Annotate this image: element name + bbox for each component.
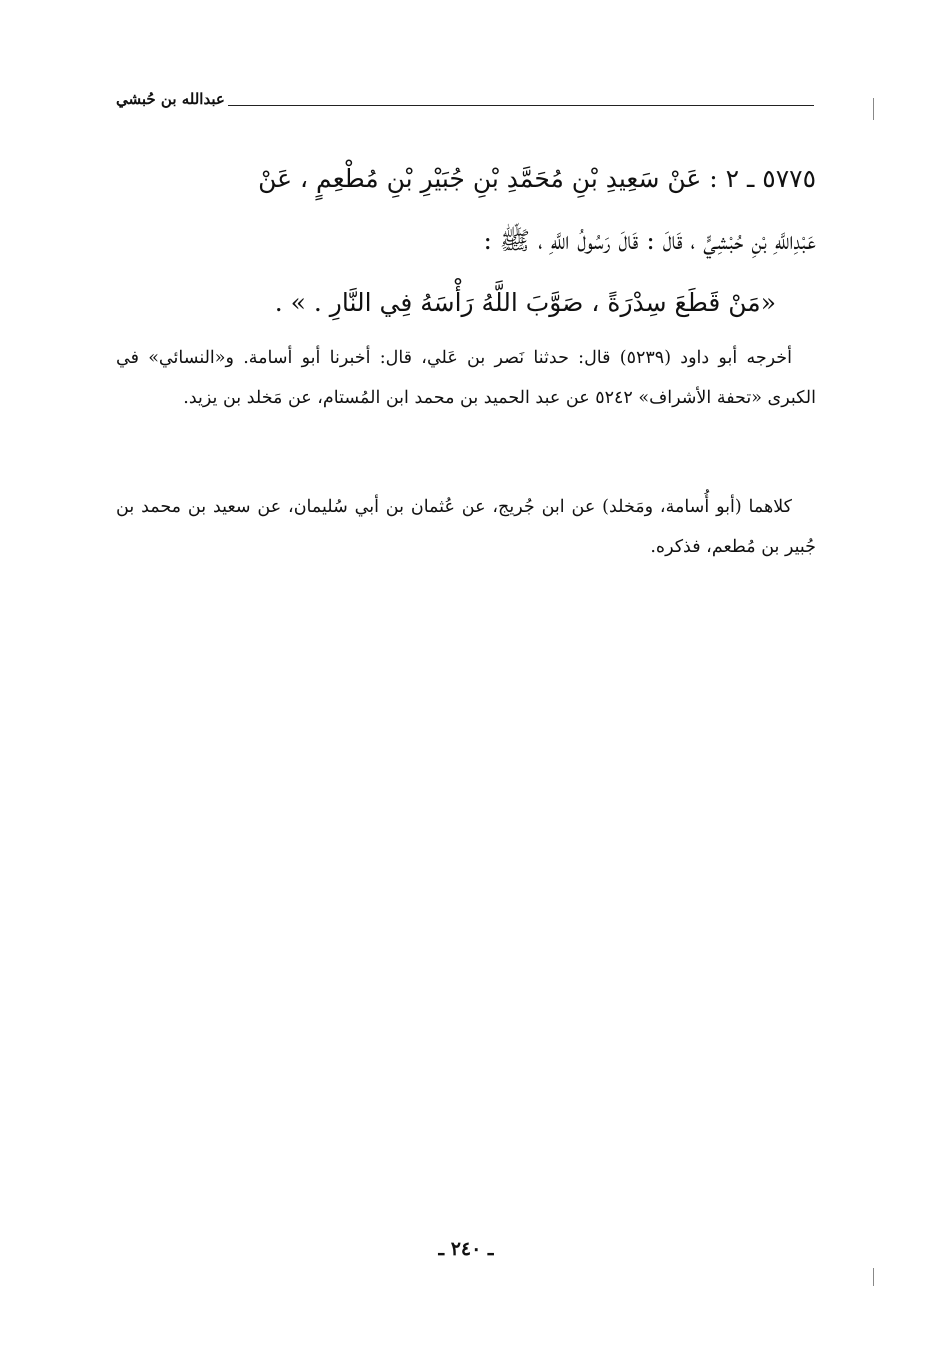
margin-mark xyxy=(873,98,874,120)
hadith-text xyxy=(116,148,816,334)
takhrij-text: كلاهما (أبو أُسامة، ومَخلد) عن ابن جُريج، عن عُثمان بن أبي سُليمان، عن سعيد بن محمد بن جُبير بن مُطعم، فذكره. xyxy=(116,497,816,557)
takhrij-paragraph xyxy=(116,487,816,567)
takhrij-text: أخرجه أبو داود (٥٢٣٩) قال: حدثنا نَصر بن عَلي، قال: أخبرنا أبو أسامة. و«النسائي» في الكبرى «تحفة الأشراف» ٥٢٤٢ عن عبد الحميد بن محمد ابن المُستام، عن مَخلد بن يزيد. xyxy=(116,348,816,408)
hadith-matn: «مَنْ قَطَعَ سِدْرَةً ، صَوَّبَ اللَّهُ رَأْسَهُ فِي النَّارِ . » . xyxy=(274,288,776,317)
header-rule xyxy=(228,105,814,106)
hadith-line: ٥٧٧٥ ـ ٢ : عَنْ سَعِيدِ بْنِ مُحَمَّدِ بْنِ جُبَيْرِ بْنِ مُطْعِمٍ ، عَنْ xyxy=(258,164,816,193)
takhrij-paragraph xyxy=(116,338,816,418)
page-number: ـ ٢٤٠ ـ xyxy=(438,1238,494,1260)
hadith-line: عَبْدِاللَّهِ بْنِ حُبْشِيٍّ ، قَالَ : قَالَ رَسُولُ اللَّهِ ، ﷺ : xyxy=(483,226,816,255)
running-title: عبدالله بن حُبشي xyxy=(116,90,225,108)
margin-mark xyxy=(873,1268,874,1286)
page-header xyxy=(116,90,814,120)
